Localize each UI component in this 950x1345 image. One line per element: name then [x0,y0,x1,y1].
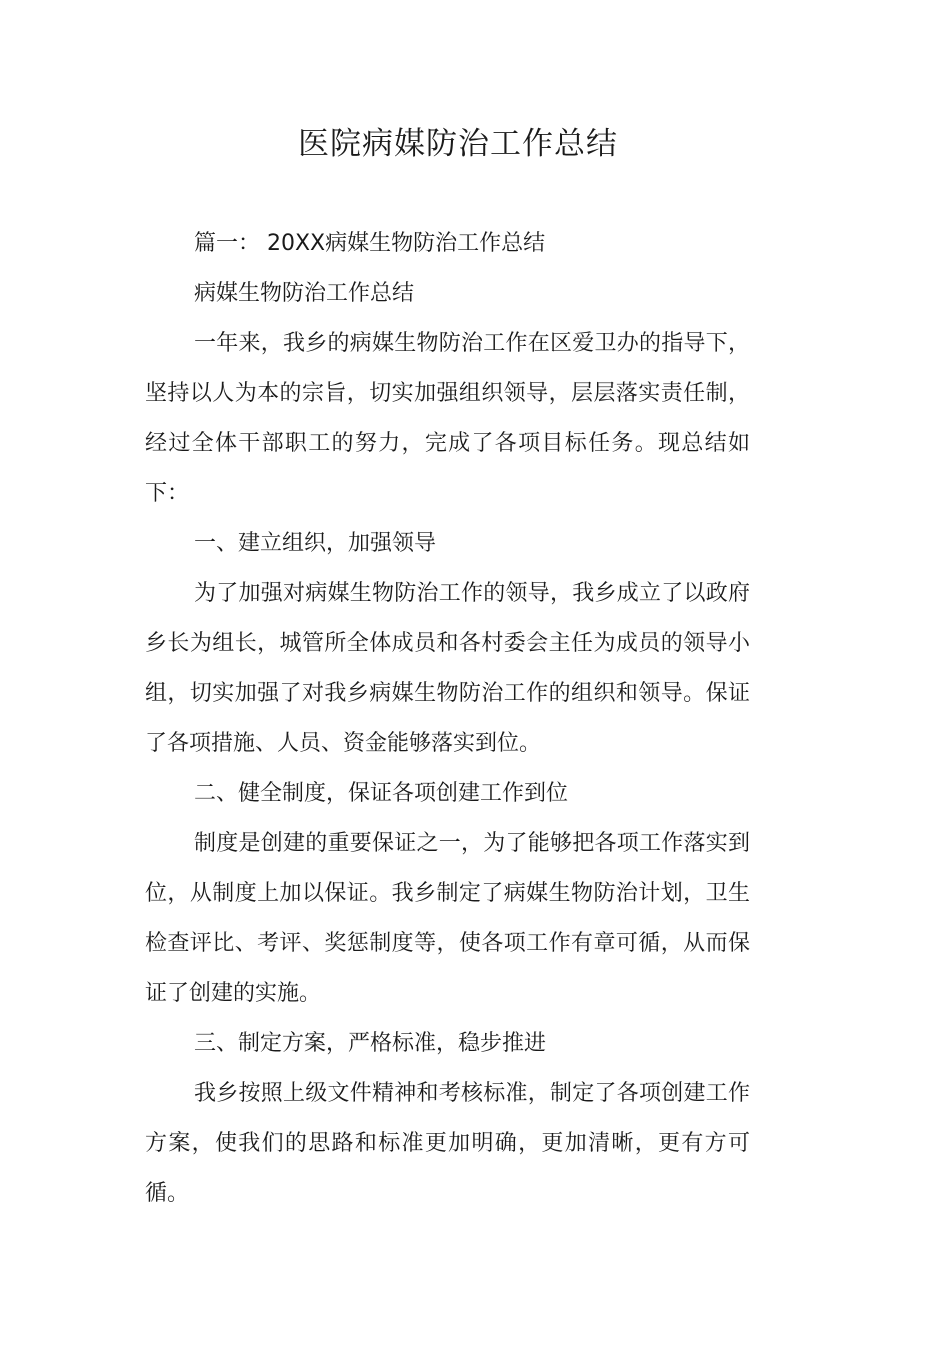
section-heading-part-one: 篇一： 20XX病媒生物防治工作总结 [194,231,546,256]
section-heading-3: 三、制定方案，严格标准，稳步推进 [194,1031,547,1056]
document-body [145,219,750,1219]
intro-paragraph: 一年来，我乡的病媒生物防治工作在区爱卫办的指导下，坚持以人为本的宗旨，切实加强组织领导，层层落实责任制，经过全体干部职工的努力，完成了各项目标任务。现总结如下： [145,331,750,506]
section-2-paragraph: 制度是创建的重要保证之一，为了能够把各项工作落实到位，从制度上加以保证。我乡制定了病媒生物防治计划，卫生检查评比、考评、奖惩制度等，使各项工作有章可循，从而保证了创建的实施。 [145,831,750,1006]
section-heading-2: 二、健全制度，保证各项创建工作到位 [194,781,569,806]
section-heading-1: 一、建立组织，加强领导 [194,531,437,556]
section-1-paragraph: 为了加强对病媒生物防治工作的领导，我乡成立了以政府乡长为组长，城管所全体成员和各村委会主任为成员的领导小组，切实加强了对我乡病媒生物防治工作的组织和领导。保证了各项措施、人员、资金能够落实到位。 [145,581,750,756]
section-3-paragraph: 我乡按照上级文件精神和考核标准，制定了各项创建工作方案，使我们的思路和标准更加明确，更加清晰，更有方可循。 [145,1081,750,1206]
document-title: 医院病媒防治工作总结 [298,126,618,162]
subtitle: 病媒生物防治工作总结 [194,281,415,306]
